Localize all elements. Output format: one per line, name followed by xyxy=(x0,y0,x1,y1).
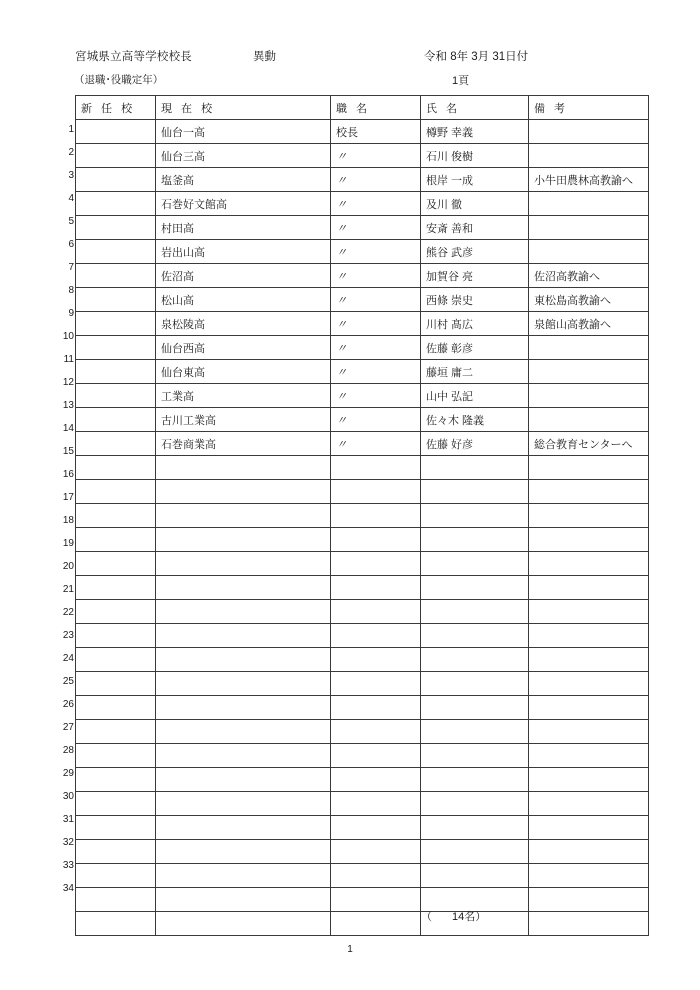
cell-new_school xyxy=(76,504,156,528)
cell-post xyxy=(331,552,421,576)
table-row xyxy=(76,552,649,576)
row-number: 33 xyxy=(62,860,74,871)
cell-current_school: 村田高 xyxy=(156,216,331,240)
cell-note xyxy=(529,336,649,360)
column-header-note: 備 考 xyxy=(529,96,649,120)
cell-note xyxy=(529,528,649,552)
row-number: 3 xyxy=(68,170,74,181)
cell-post xyxy=(331,648,421,672)
cell-current_school xyxy=(156,624,331,648)
cell-post xyxy=(331,912,421,936)
column-header-name: 氏 名 xyxy=(421,96,529,120)
cell-new_school xyxy=(76,720,156,744)
document-kind-label: 異動 xyxy=(253,51,276,63)
cell-name xyxy=(421,576,529,600)
cell-new_school xyxy=(76,240,156,264)
row-number: 21 xyxy=(62,584,74,595)
cell-new_school xyxy=(76,648,156,672)
row-number: 18 xyxy=(62,515,74,526)
table-header xyxy=(76,96,649,120)
table-row xyxy=(76,240,649,264)
cell-new_school xyxy=(76,312,156,336)
total-count-value: 14名） xyxy=(452,911,487,923)
cell-post xyxy=(331,744,421,768)
row-number: 4 xyxy=(68,193,74,204)
row-number: 5 xyxy=(68,216,74,227)
cell-new_school xyxy=(76,192,156,216)
cell-post xyxy=(331,624,421,648)
table-row xyxy=(76,312,649,336)
table-row xyxy=(76,408,649,432)
cell-name: 安斎 善和 xyxy=(421,216,529,240)
cell-new_school xyxy=(76,624,156,648)
cell-current_school xyxy=(156,744,331,768)
cell-name: 佐藤 彰彦 xyxy=(421,336,529,360)
cell-current_school xyxy=(156,648,331,672)
row-number: 15 xyxy=(62,446,74,457)
cell-note xyxy=(529,576,649,600)
row-number: 34 xyxy=(62,883,74,894)
cell-note xyxy=(529,360,649,384)
cell-current_school xyxy=(156,768,331,792)
row-number: 32 xyxy=(62,837,74,848)
cell-note xyxy=(529,192,649,216)
cell-name xyxy=(421,480,529,504)
column-header-new_school: 新 任 校 xyxy=(76,96,156,120)
cell-post: 〃 xyxy=(331,408,421,432)
cell-current_school xyxy=(156,600,331,624)
cell-new_school xyxy=(76,600,156,624)
table-row xyxy=(76,744,649,768)
cell-note xyxy=(529,720,649,744)
cell-post: 〃 xyxy=(331,312,421,336)
total-count xyxy=(421,908,486,924)
table-row xyxy=(76,696,649,720)
cell-note xyxy=(529,480,649,504)
cell-note xyxy=(529,648,649,672)
cell-current_school xyxy=(156,696,331,720)
cell-note: 泉館山高教諭へ xyxy=(529,312,649,336)
table-row xyxy=(76,360,649,384)
row-number: 14 xyxy=(62,423,74,434)
row-number: 31 xyxy=(62,814,74,825)
row-number: 16 xyxy=(62,469,74,480)
cell-post: 〃 xyxy=(331,432,421,456)
cell-post: 〃 xyxy=(331,168,421,192)
cell-new_school xyxy=(76,336,156,360)
cell-note xyxy=(529,120,649,144)
table-row xyxy=(76,672,649,696)
cell-name xyxy=(421,816,529,840)
table-row xyxy=(76,912,649,936)
cell-current_school: 工業高 xyxy=(156,384,331,408)
cell-post xyxy=(331,576,421,600)
cell-name xyxy=(421,648,529,672)
cell-new_school xyxy=(76,120,156,144)
row-number: 2 xyxy=(68,147,74,158)
cell-note xyxy=(529,816,649,840)
cell-current_school: 泉松陵高 xyxy=(156,312,331,336)
cell-new_school xyxy=(76,768,156,792)
cell-current_school xyxy=(156,840,331,864)
cell-note xyxy=(529,384,649,408)
cell-current_school xyxy=(156,912,331,936)
cell-note: 小牛田農林高教諭へ xyxy=(529,168,649,192)
cell-new_school xyxy=(76,408,156,432)
cell-new_school xyxy=(76,672,156,696)
row-number: 23 xyxy=(62,630,74,641)
cell-name xyxy=(421,768,529,792)
table-row xyxy=(76,792,649,816)
row-number: 19 xyxy=(62,538,74,549)
cell-current_school: 仙台一高 xyxy=(156,120,331,144)
row-number: 30 xyxy=(62,791,74,802)
cell-current_school xyxy=(156,672,331,696)
row-number: 9 xyxy=(68,308,74,319)
cell-current_school xyxy=(156,816,331,840)
cell-post: 〃 xyxy=(331,336,421,360)
cell-name: 樽野 幸義 xyxy=(421,120,529,144)
row-number: 17 xyxy=(62,492,74,503)
cell-current_school: 仙台東高 xyxy=(156,360,331,384)
table-row xyxy=(76,624,649,648)
cell-new_school xyxy=(76,144,156,168)
row-number: 29 xyxy=(62,768,74,779)
row-number: 8 xyxy=(68,285,74,296)
cell-name: 川村 髙広 xyxy=(421,312,529,336)
cell-current_school xyxy=(156,576,331,600)
row-number: 28 xyxy=(62,745,74,756)
cell-note: 佐沼高教諭へ xyxy=(529,264,649,288)
cell-current_school xyxy=(156,552,331,576)
cell-new_school xyxy=(76,792,156,816)
cell-post xyxy=(331,672,421,696)
table-row xyxy=(76,192,649,216)
cell-note xyxy=(529,768,649,792)
cell-post xyxy=(331,504,421,528)
cell-post xyxy=(331,768,421,792)
cell-new_school xyxy=(76,168,156,192)
table-row xyxy=(76,480,649,504)
cell-note xyxy=(529,912,649,936)
table-row xyxy=(76,288,649,312)
column-header-current_school: 現 在 校 xyxy=(156,96,331,120)
cell-current_school: 佐沼高 xyxy=(156,264,331,288)
cell-post: 〃 xyxy=(331,192,421,216)
table-row xyxy=(76,864,649,888)
cell-name xyxy=(421,720,529,744)
effective-date: 令和 8年 3月 31日付 xyxy=(424,51,529,63)
cell-name: 石川 俊樹 xyxy=(421,144,529,168)
cell-post: 〃 xyxy=(331,384,421,408)
cell-current_school xyxy=(156,504,331,528)
cell-new_school xyxy=(76,912,156,936)
table-row xyxy=(76,768,649,792)
cell-post xyxy=(331,528,421,552)
cell-name xyxy=(421,744,529,768)
cell-new_school xyxy=(76,576,156,600)
table-row xyxy=(76,216,649,240)
cell-note: 東松島高教諭へ xyxy=(529,288,649,312)
cell-new_school xyxy=(76,696,156,720)
cell-post xyxy=(331,696,421,720)
cell-new_school xyxy=(76,864,156,888)
table-header-row xyxy=(76,96,649,120)
cell-name xyxy=(421,840,529,864)
cell-new_school xyxy=(76,456,156,480)
table-row xyxy=(76,840,649,864)
cell-post: 〃 xyxy=(331,360,421,384)
cell-note xyxy=(529,240,649,264)
personnel-table-container xyxy=(75,95,648,936)
row-number: 25 xyxy=(62,676,74,687)
cell-note xyxy=(529,552,649,576)
cell-new_school xyxy=(76,360,156,384)
cell-note xyxy=(529,696,649,720)
cell-name xyxy=(421,792,529,816)
cell-note: 総合教育センターへ xyxy=(529,432,649,456)
cell-post xyxy=(331,600,421,624)
row-number: 6 xyxy=(68,239,74,250)
table-row xyxy=(76,336,649,360)
cell-current_school: 松山高 xyxy=(156,288,331,312)
row-number: 13 xyxy=(62,400,74,411)
cell-name: 根岸 一成 xyxy=(421,168,529,192)
cell-name xyxy=(421,672,529,696)
document-title: 宮城県立高等学校校長 xyxy=(75,51,192,63)
total-paren-open: （ xyxy=(421,911,432,923)
cell-note xyxy=(529,144,649,168)
row-number: 22 xyxy=(62,607,74,618)
cell-note xyxy=(529,672,649,696)
cell-name xyxy=(421,864,529,888)
cell-new_school xyxy=(76,744,156,768)
cell-current_school xyxy=(156,528,331,552)
row-number: 12 xyxy=(62,377,74,388)
cell-note xyxy=(529,888,649,912)
table-row xyxy=(76,432,649,456)
cell-current_school: 仙台西高 xyxy=(156,336,331,360)
cell-current_school xyxy=(156,888,331,912)
cell-note xyxy=(529,624,649,648)
cell-current_school xyxy=(156,480,331,504)
row-number: 7 xyxy=(68,262,74,273)
cell-current_school: 塩釜高 xyxy=(156,168,331,192)
cell-new_school xyxy=(76,552,156,576)
cell-new_school xyxy=(76,216,156,240)
table-row xyxy=(76,888,649,912)
cell-current_school: 岩出山高 xyxy=(156,240,331,264)
cell-name xyxy=(421,504,529,528)
row-number: 20 xyxy=(62,561,74,572)
cell-current_school: 古川工業高 xyxy=(156,408,331,432)
cell-new_school xyxy=(76,528,156,552)
cell-post xyxy=(331,720,421,744)
cell-name: 加賀谷 亮 xyxy=(421,264,529,288)
cell-post: 〃 xyxy=(331,240,421,264)
cell-post xyxy=(331,456,421,480)
cell-post: 〃 xyxy=(331,288,421,312)
cell-name xyxy=(421,456,529,480)
table-row xyxy=(76,720,649,744)
cell-name: 藤垣 庸二 xyxy=(421,360,529,384)
cell-new_school xyxy=(76,264,156,288)
table-row xyxy=(76,144,649,168)
cell-post xyxy=(331,816,421,840)
column-header-post: 職 名 xyxy=(331,96,421,120)
row-number: 27 xyxy=(62,722,74,733)
cell-name: 佐藤 好彦 xyxy=(421,432,529,456)
cell-post xyxy=(331,792,421,816)
row-number-gutter xyxy=(58,118,75,900)
cell-current_school xyxy=(156,456,331,480)
row-number: 10 xyxy=(62,331,74,342)
page-number: 1 xyxy=(347,944,353,955)
cell-new_school xyxy=(76,432,156,456)
cell-post: 校長 xyxy=(331,120,421,144)
cell-post xyxy=(331,864,421,888)
cell-new_school xyxy=(76,288,156,312)
cell-name: 佐々木 隆義 xyxy=(421,408,529,432)
cell-post: 〃 xyxy=(331,264,421,288)
cell-current_school xyxy=(156,864,331,888)
cell-name xyxy=(421,624,529,648)
cell-current_school xyxy=(156,720,331,744)
cell-note xyxy=(529,216,649,240)
page-indicator: 1頁 xyxy=(452,75,470,87)
document-header-primary xyxy=(0,48,700,68)
cell-note xyxy=(529,864,649,888)
cell-name: 熊谷 武彦 xyxy=(421,240,529,264)
cell-current_school xyxy=(156,792,331,816)
cell-current_school: 石巻好文館高 xyxy=(156,192,331,216)
cell-note xyxy=(529,408,649,432)
cell-note xyxy=(529,504,649,528)
table-row xyxy=(76,120,649,144)
table-row xyxy=(76,648,649,672)
cell-name xyxy=(421,528,529,552)
document-header-secondary xyxy=(0,72,700,92)
cell-name xyxy=(421,696,529,720)
cell-new_school xyxy=(76,888,156,912)
row-number: 24 xyxy=(62,653,74,664)
cell-name: 山中 弘記 xyxy=(421,384,529,408)
table-body xyxy=(76,120,649,936)
cell-name: 及川 徹 xyxy=(421,192,529,216)
row-number: 1 xyxy=(68,124,74,135)
cell-new_school xyxy=(76,816,156,840)
cell-note xyxy=(529,792,649,816)
table-row xyxy=(76,816,649,840)
document-subtitle: （退職･役職定年） xyxy=(74,74,164,86)
cell-name: 西條 崇史 xyxy=(421,288,529,312)
table-row xyxy=(76,576,649,600)
table-row xyxy=(76,384,649,408)
cell-new_school xyxy=(76,480,156,504)
cell-current_school: 石巻商業高 xyxy=(156,432,331,456)
cell-new_school xyxy=(76,840,156,864)
cell-post: 〃 xyxy=(331,144,421,168)
cell-post xyxy=(331,480,421,504)
table-row xyxy=(76,600,649,624)
cell-current_school: 仙台三高 xyxy=(156,144,331,168)
table-row xyxy=(76,504,649,528)
table-row xyxy=(76,456,649,480)
cell-note xyxy=(529,840,649,864)
table-row xyxy=(76,528,649,552)
cell-post xyxy=(331,840,421,864)
cell-post: 〃 xyxy=(331,216,421,240)
personnel-table xyxy=(75,95,649,936)
cell-name xyxy=(421,552,529,576)
cell-note xyxy=(529,744,649,768)
table-row xyxy=(76,168,649,192)
row-number: 11 xyxy=(63,354,74,365)
cell-note xyxy=(529,456,649,480)
cell-post xyxy=(331,888,421,912)
table-row xyxy=(76,264,649,288)
cell-note xyxy=(529,600,649,624)
row-number: 26 xyxy=(62,699,74,710)
cell-new_school xyxy=(76,384,156,408)
cell-name xyxy=(421,600,529,624)
